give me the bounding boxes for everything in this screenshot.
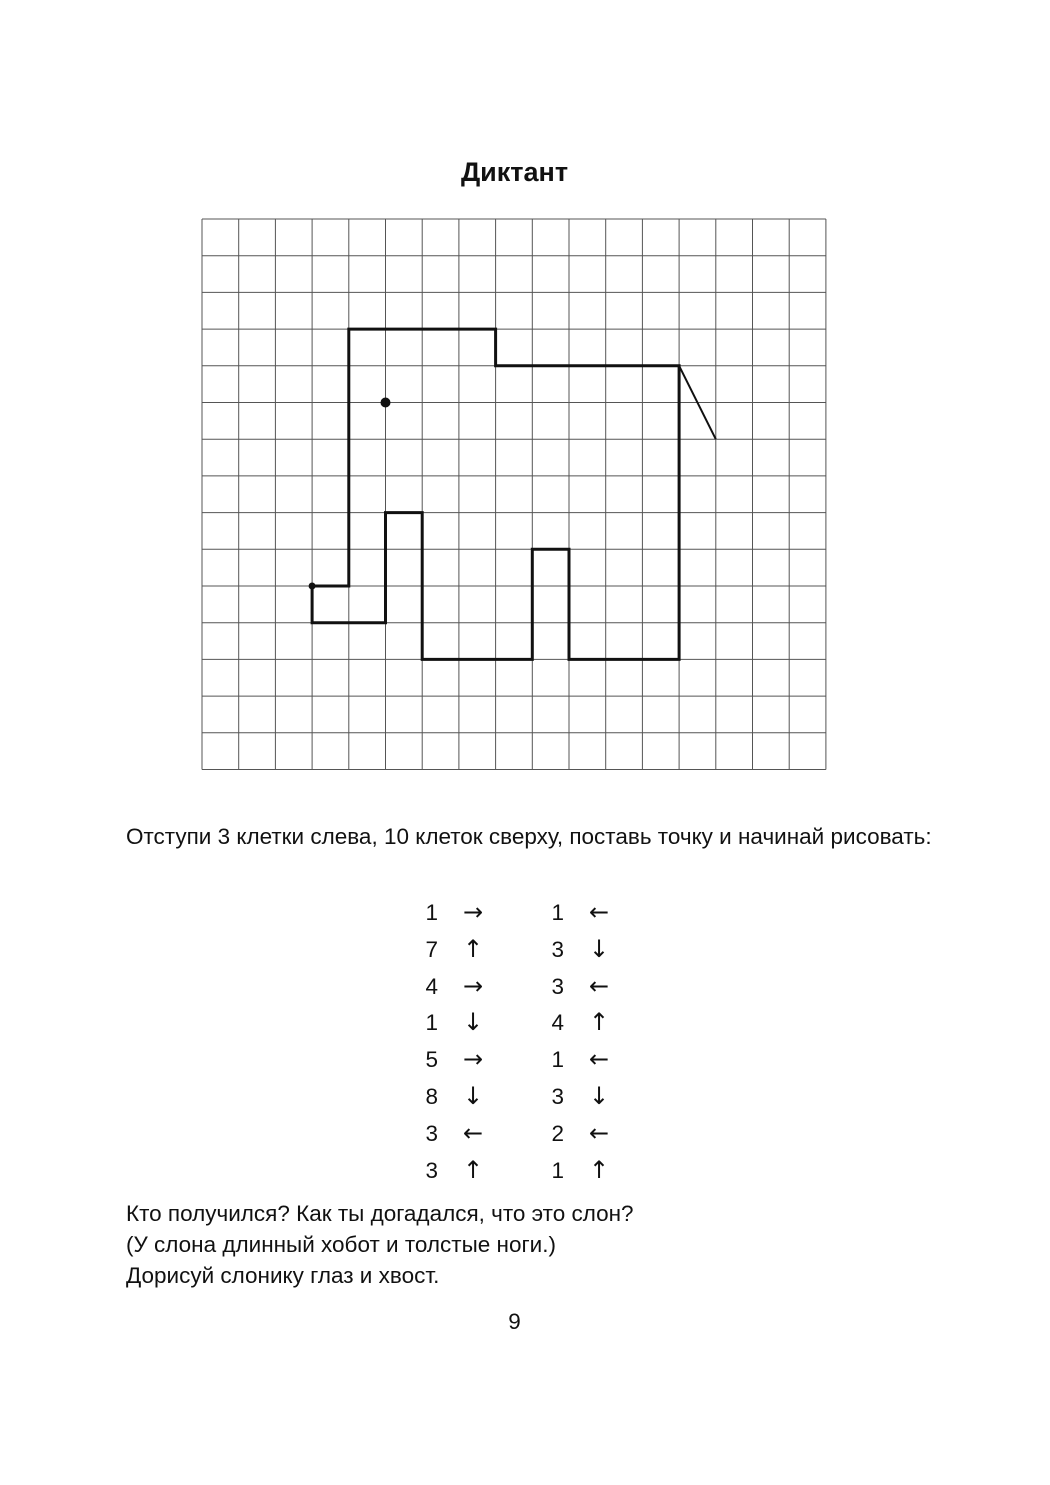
page-number: 9 xyxy=(508,1309,521,1334)
command-count: 1 xyxy=(425,1010,438,1036)
command-count: 1 xyxy=(551,1047,564,1073)
command-count: 1 xyxy=(425,900,438,925)
start-point-dot xyxy=(309,583,316,590)
command-count: 4 xyxy=(551,1010,564,1036)
command-count: 8 xyxy=(425,1084,438,1109)
command-arrow-icon: ↓ xyxy=(588,934,610,963)
question-line: Кто получился? Как ты догадался, что это слон? xyxy=(126,1201,634,1226)
questions-block xyxy=(126,1198,634,1291)
command-count: 3 xyxy=(551,1084,564,1109)
command-count: 3 xyxy=(425,1120,438,1146)
command-arrow-icon: ↑ xyxy=(588,1155,610,1184)
command-count: 7 xyxy=(425,936,438,962)
command-count: 1 xyxy=(551,900,564,925)
command-arrow-icon: ← xyxy=(588,1045,610,1074)
command-arrow-icon: ← xyxy=(588,898,610,926)
command-arrow-icon: ↑ xyxy=(462,1155,484,1184)
command-arrow-icon: ← xyxy=(588,1118,610,1147)
command-arrow-icon: ↓ xyxy=(588,1082,610,1110)
command-arrow-icon: → xyxy=(462,1045,484,1074)
page-title: Диктант xyxy=(460,157,569,187)
command-count: 3 xyxy=(551,973,564,999)
command-arrow-icon: ↑ xyxy=(588,1008,610,1037)
elephant-eye xyxy=(381,398,391,408)
command-count: 4 xyxy=(425,973,438,999)
command-arrow-icon: ← xyxy=(588,971,610,1000)
command-count: 1 xyxy=(551,1157,564,1183)
command-arrow-icon: ↑ xyxy=(462,934,484,963)
command-count: 3 xyxy=(425,1157,438,1183)
command-count: 5 xyxy=(425,1047,438,1073)
question-line: Дорисуй слонику глаз и хвост. xyxy=(126,1263,440,1288)
command-arrow-icon: ↓ xyxy=(462,1082,484,1110)
command-arrow-icon: → xyxy=(462,898,484,926)
command-count: 2 xyxy=(551,1120,564,1146)
instruction-text: Отступи 3 клетки слева, 10 клеток сверху, поставь точку и начинай рисовать: xyxy=(126,824,932,849)
question-line: (У слона длинный хобот и толстые ноги.) xyxy=(126,1232,556,1257)
command-arrow-icon: ← xyxy=(462,1118,484,1147)
command-arrow-icon: → xyxy=(462,971,484,1000)
command-count: 3 xyxy=(551,936,564,962)
command-arrow-icon: ↓ xyxy=(462,1008,484,1037)
